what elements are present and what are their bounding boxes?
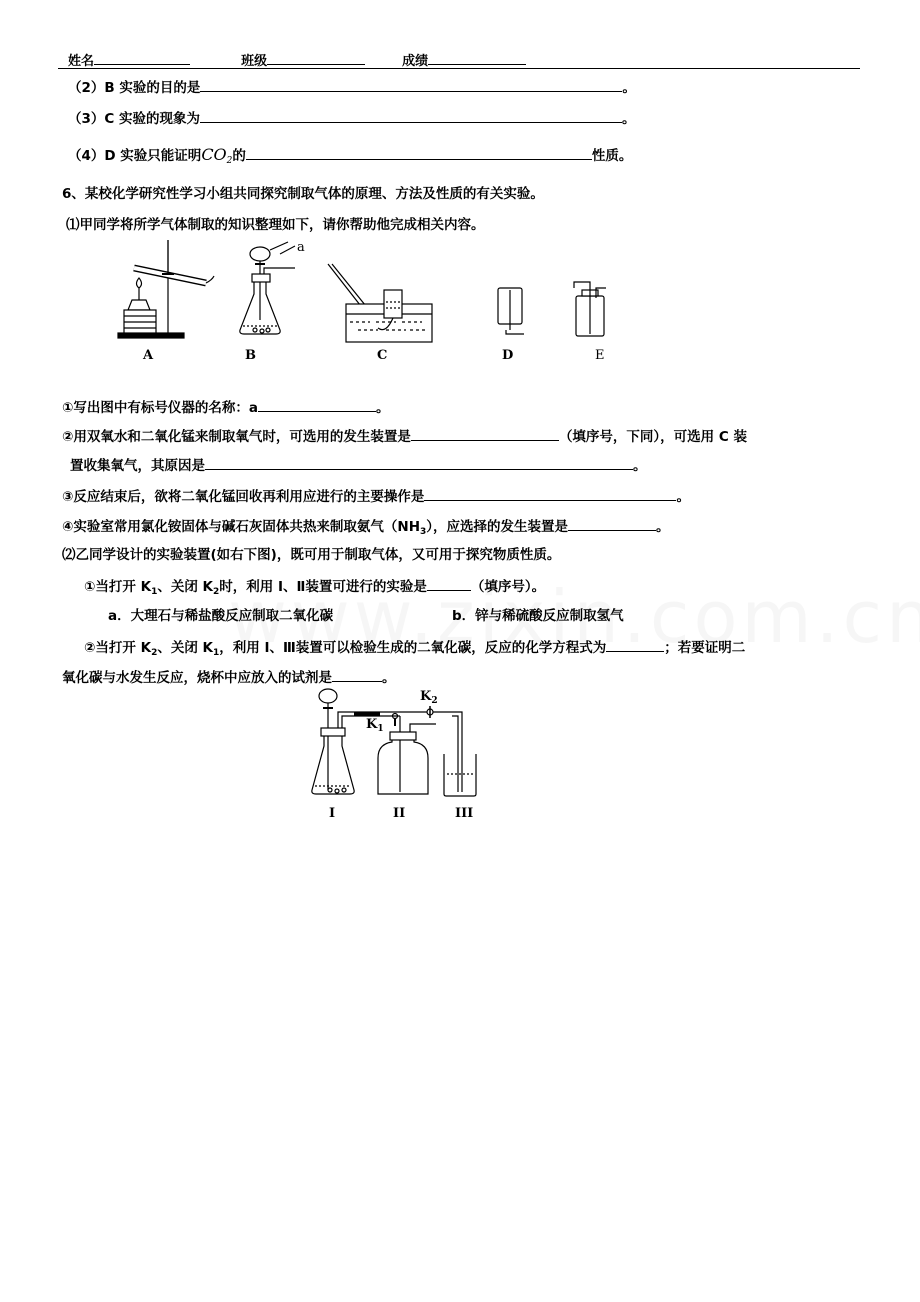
- q6-item-3: [62, 486, 690, 506]
- apparatus-II: [378, 706, 462, 794]
- label-I: I: [329, 806, 336, 821]
- q6-item-1-text: ①写出图中有标号仪器的名称：a: [62, 400, 259, 416]
- q5-item-2-blank[interactable]: [200, 77, 622, 92]
- apparatus-figure-1: [110, 238, 630, 350]
- q6-p2-item-1: [84, 576, 545, 601]
- apparatus-b: [240, 242, 295, 334]
- co2-formula: CO: [201, 145, 227, 164]
- q6-item-2-blank[interactable]: [411, 426, 559, 441]
- score-label: 成绩: [402, 54, 429, 69]
- k2-subscript-b: 2: [151, 648, 158, 658]
- label-III: III: [455, 806, 474, 821]
- q6-item-4-blank[interactable]: [568, 516, 656, 531]
- q5-item-2: [68, 77, 636, 97]
- apparatus-c: [328, 264, 432, 342]
- q6-p2-item-1-mid1: 、关闭 K: [157, 579, 214, 595]
- q6-item-2: [62, 426, 747, 446]
- q6-item-4-text: ④实验室常用氯化铵固体与碱石灰固体共热来制取氨气（NH: [62, 519, 421, 535]
- q6-item-4-end: 。: [656, 519, 670, 535]
- q6-p2-item-2: [84, 637, 745, 662]
- apparatus-III: [444, 754, 476, 796]
- q6-item-4: [62, 516, 670, 541]
- q5-item-4-mid: 的: [232, 148, 246, 164]
- label-a-pointer: [280, 246, 295, 254]
- q5-item-3: [68, 108, 636, 128]
- name-blank[interactable]: [94, 52, 190, 65]
- q6-p2-item-2-mid2: ，利用 Ⅰ、Ⅲ装置可以检验生成的二氧化碳，反应的化学方程式为: [219, 640, 607, 656]
- option-a: a．大理石与稀盐酸反应制取二氧化碳: [108, 608, 334, 624]
- class-blank[interactable]: [267, 52, 365, 65]
- q6-p2-item-2-mid1: 、关闭 K: [157, 640, 214, 656]
- q6-item-2-line2-text: 置收集氧气，其原因是: [70, 458, 205, 474]
- q5-item-3-end: 。: [622, 111, 636, 127]
- q5-item-4-blank[interactable]: [246, 145, 592, 160]
- q6-p2-item-2-mid3: ；若要证明二: [664, 640, 746, 656]
- label-B: B: [245, 348, 256, 363]
- q6-item-3-end: 。: [676, 489, 690, 505]
- co2-subscript: 2: [226, 156, 233, 166]
- nh3-subscript: 3: [420, 527, 427, 537]
- apparatus-e: [574, 282, 606, 336]
- valve-k2-sub: 2: [431, 696, 438, 706]
- q6-item-1: [62, 397, 390, 417]
- option-b: b．锌与稀硫酸反应制取氢气: [452, 608, 624, 624]
- reagent-blank[interactable]: [332, 667, 382, 682]
- equation-blank[interactable]: [606, 637, 664, 652]
- q6-part2-intro: ⑵乙同学设计的实验装置(如右下图)，既可用于制取气体，又可用于探究物质性质。: [62, 547, 561, 563]
- q6-p2-item-2-line2-end: 。: [382, 670, 396, 686]
- class-label: 班级: [241, 54, 268, 69]
- label-E: E: [595, 348, 605, 363]
- valve-k2-letter: K: [420, 689, 432, 704]
- name-label: 姓名: [68, 54, 95, 69]
- student-info-header: [68, 50, 526, 69]
- marker-a: a: [297, 240, 305, 255]
- q6-title: 6、某校化学研究性学习小组共同探究制取气体的原理、方法及性质的有关实验。: [62, 186, 544, 202]
- q5-item-3-blank[interactable]: [200, 108, 622, 123]
- q6-item-3-blank[interactable]: [424, 486, 676, 501]
- q5-item-2-text: （2）B 实验的目的是: [68, 80, 201, 96]
- k1-subscript-b: 1: [213, 648, 220, 658]
- q6-item-1-end: 。: [376, 400, 390, 416]
- q6-p2-item-1-end: （填序号）。: [470, 579, 546, 595]
- valve-k1-label: [366, 717, 384, 734]
- apparatus-I: [312, 689, 404, 794]
- q6-item-2-line2-end: 。: [633, 458, 647, 474]
- q6-item-3-text: ③反应结束后，欲将二氧化锰回收再利用应进行的主要操作是: [62, 489, 425, 505]
- score-blank[interactable]: [428, 52, 526, 65]
- q6-item-2-text: ②用双氧水和二氧化锰来制取氧气时，可选用的发生装置是: [62, 429, 411, 445]
- apparatus-a: [118, 240, 214, 338]
- q5-item-4-text: （4）D 实验只能证明: [68, 148, 202, 164]
- q6-p2-item-2-line2-text: 氧化碳与水发生反应，烧杯中应放入的试剂是: [62, 670, 332, 686]
- apparatus-d: [498, 288, 524, 334]
- k2-subscript: 2: [213, 587, 220, 597]
- valve-k1-letter: K: [366, 717, 378, 732]
- q6-p2-item-1-blank[interactable]: [427, 576, 471, 591]
- q6-p2-item-2-line2: [62, 667, 396, 687]
- q6-p2-item-1-mid2: 时，利用 Ⅰ、Ⅱ装置可进行的实验是: [219, 579, 427, 595]
- q6-item-2-reason-blank[interactable]: [205, 455, 633, 470]
- valve-k1-sub: 1: [377, 724, 384, 734]
- q6-item-4-mid: ），应选择的发生装置是: [426, 519, 569, 535]
- q6-item-1-blank[interactable]: [258, 397, 376, 412]
- q6-item-2-line2: [70, 455, 647, 475]
- q5-item-2-end: 。: [622, 80, 636, 96]
- apparatus-figure-2: [306, 686, 496, 802]
- k1-subscript: 1: [151, 587, 158, 597]
- label-II: II: [393, 806, 406, 821]
- label-C: C: [377, 348, 388, 363]
- q5-item-4-end: 性质。: [591, 148, 633, 164]
- q6-p2-item-1-text: ①当打开 K: [84, 579, 152, 595]
- q6-item-2-mid: （填序号，下同），可选用 C 装: [558, 429, 747, 445]
- q6-part1-intro: ⑴甲同学将所学气体制取的知识整理如下，请你帮助他完成相关内容。: [66, 217, 485, 233]
- q5-item-3-text: （3）C 实验的现象为: [68, 111, 201, 127]
- header-rule: [58, 68, 860, 69]
- label-A: A: [143, 348, 154, 363]
- valve-k2-label: [420, 689, 438, 706]
- q6-p2-item-2-text: ②当打开 K: [84, 640, 152, 656]
- q5-item-4: [68, 145, 632, 170]
- label-D: D: [502, 348, 514, 363]
